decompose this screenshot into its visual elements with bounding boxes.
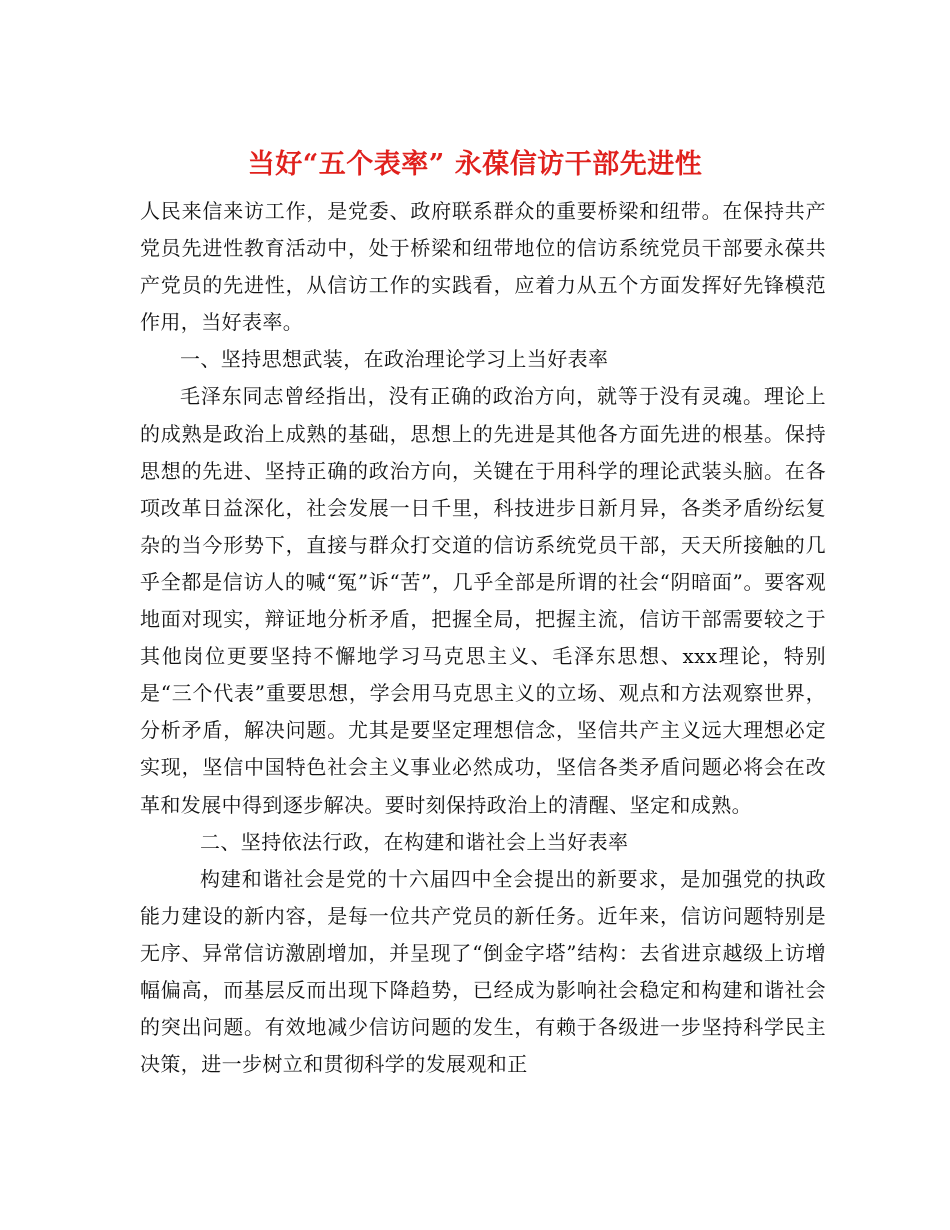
document-body xyxy=(140,193,826,1083)
section-2-paragraph: 构建和谐社会是党的十六届四中全会提出的新要求，是加强党的执政能力建设的新内容，是每一位共产党员的新任务。近年来，信访问题特别是无序、异常信访激剧增加，并呈现了“倒金字塔”结构：去省进京越级上访增幅偏高，而基层反而出现下降趋势，已经成为影响社会稳定和构建和谐社会的突出问题。有效地减少信访问题的发生，有赖于各级进一步坚持科学民主决策，进一步树立和贯彻科学的发展观和正 xyxy=(140,866,826,1077)
document-title: 当好“五个表率” 永葆信访干部先进性 xyxy=(247,149,703,181)
intro-paragraph: 人民来信来访工作，是党委、政府联系群众的重要桥梁和纽带。在保持共产党员先进性教育活动中，处于桥梁和纽带地位的信访系统党员干部要永葆共产党员的先进性，从信访工作的实践看，应着力从五个方面发挥好先锋模范作用，当好表率。 xyxy=(140,199,826,335)
section-heading-2: 二、坚持依法行政，在构建和谐社会上当好表率 xyxy=(200,829,629,854)
section-heading-1: 一、坚持思想武装，在政治理论学习上当好表率 xyxy=(180,347,609,372)
section-1-paragraph: 毛泽东同志曾经指出，没有正确的政治方向，就等于没有灵魂。理论上的成熟是政治上成熟的基础，思想上的先进是其他各方面先进的根基。保持思想的先进、坚持正确的政治方向，关键在于用科学的理论武装头脑。在各项改革日益深化，社会发展一日千里，科技进步日新月异，各类矛盾纷纭复杂的当今形势下，直接与群众打交道的信访系统党员干部，天天所接触的几乎全都是信访人的喊“冤”诉“苦”，几乎全部是所谓的社会“阴暗面”。要客观地面对现实，辩证地分析矛盾，把握全局，把握主流，信访干部需要较之于其他岗位更要坚持不懈地学习马克思主义、毛泽东思想、xxx理论，特别是“三个代表”重要思想，学会用马克思主义的立场、观点和方法观察世界，分析矛盾，解决问题。尤其是要坚定理想信念，坚信共产主义远大理想必定实现，坚信中国特色社会主义事业必然成功，坚信各类矛盾问题必将会在改革和发展中得到逐步解决。要时刻保持政治上的清醒、坚定和成熟。 xyxy=(140,384,826,817)
